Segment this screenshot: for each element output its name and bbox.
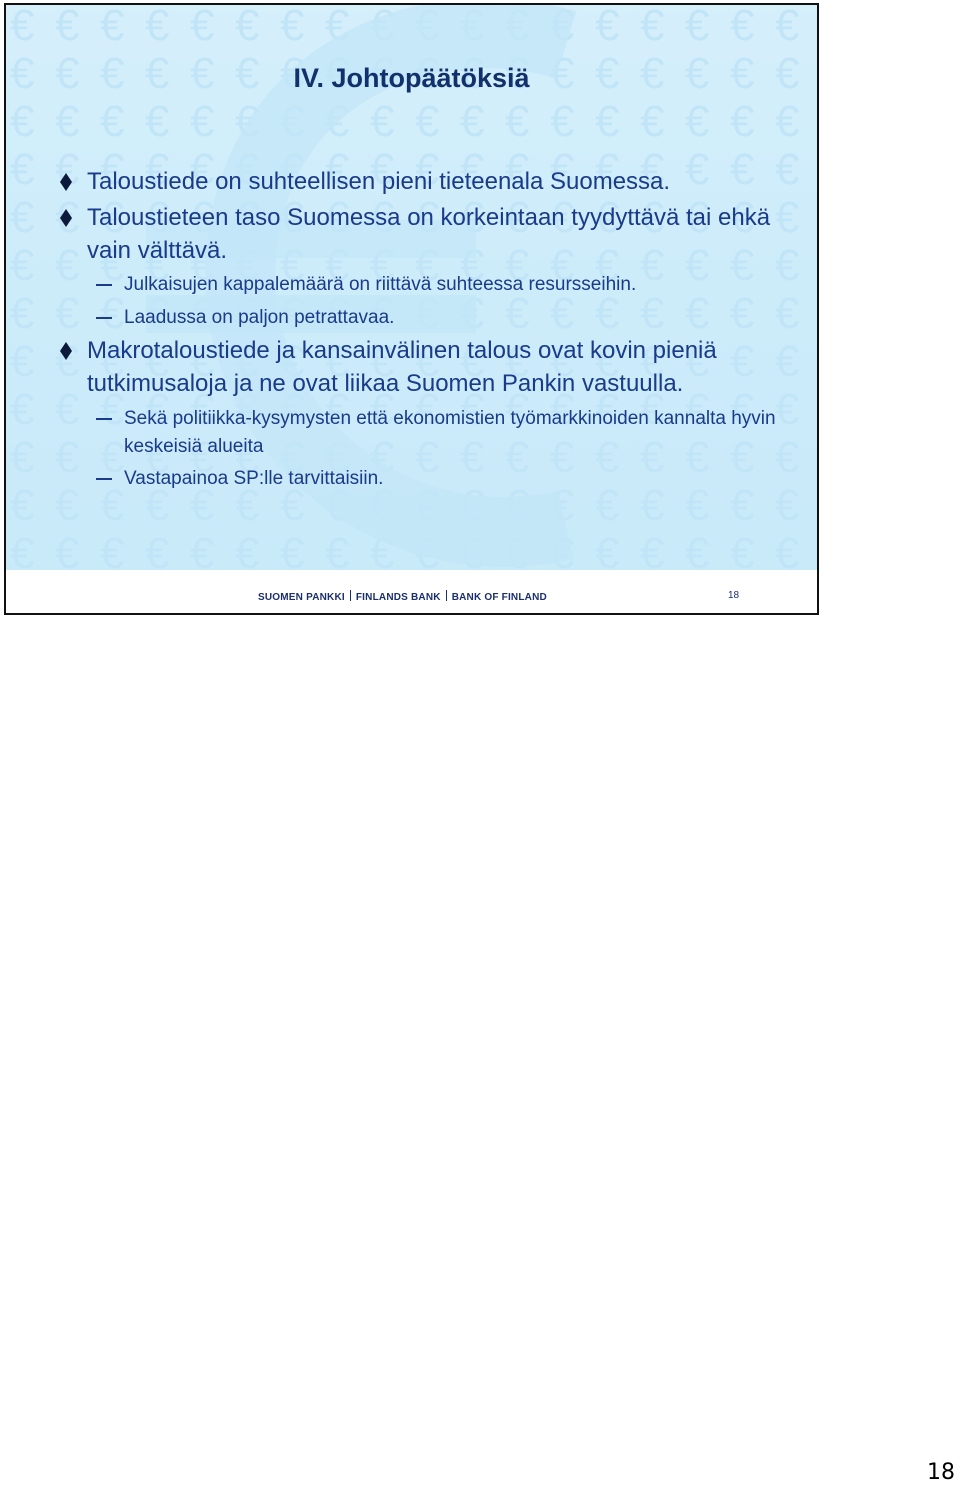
dash-bullet-icon [96,478,112,480]
bullet-text: Makrotaloustiede ja kansainvälinen talous ovat kovin pieniä tutkimusaloja ja ne ovat liikaa Suomen Pankin vastuulla. [87,337,717,397]
sub-bullet-item [58,271,798,299]
sub-bullet-item [58,405,798,461]
separator [350,590,351,601]
slide-background [6,5,817,570]
slide-title: IV. Johtopäätöksiä [293,63,530,93]
bullet-item [58,165,798,198]
dash-bullet-icon [96,284,112,286]
bank-name-fi: SUOMEN PANKKI [258,592,345,603]
bullet-text: Taloustieteen taso Suomessa on korkeintaan tyydyttävä tai ehkä vain välttävä. [87,204,771,264]
diamond-bullet-icon [60,209,72,227]
slide-footer [6,570,817,613]
sub-bullet-text: Laadussa on paljon petrattavaa. [124,307,395,328]
bank-name-line [258,590,547,603]
sub-bullet-text: Sekä politiikka-kysymysten että ekonomistien työmarkkinoiden kannalta hyvin keskeisiä alueita [124,408,776,457]
sub-bullet-text: Vastapainoa SP:lle tarvittaisiin. [124,468,384,489]
slide-content [58,165,798,493]
sub-bullet-text: Julkaisujen kappalemäärä on riittävä suhteessa resursseihin. [124,274,637,295]
dash-bullet-icon [96,317,112,319]
slide [4,3,819,615]
bank-name-sv: FINLANDS BANK [355,592,441,603]
sub-bullet-item [58,465,798,493]
slide-number: 18 [728,590,740,601]
diamond-bullet-icon [60,342,72,360]
page-number: 18 [927,1460,955,1485]
diamond-bullet-icon [60,173,72,191]
separator [446,590,447,601]
bullet-item [58,334,798,400]
sub-bullet-item [58,304,798,332]
dash-bullet-icon [96,418,112,420]
bullet-item [58,201,798,267]
bullet-text: Taloustiede on suhteellisen pieni tieteenala Suomessa. [87,168,671,195]
bank-name-en: BANK OF FINLAND [451,592,547,603]
